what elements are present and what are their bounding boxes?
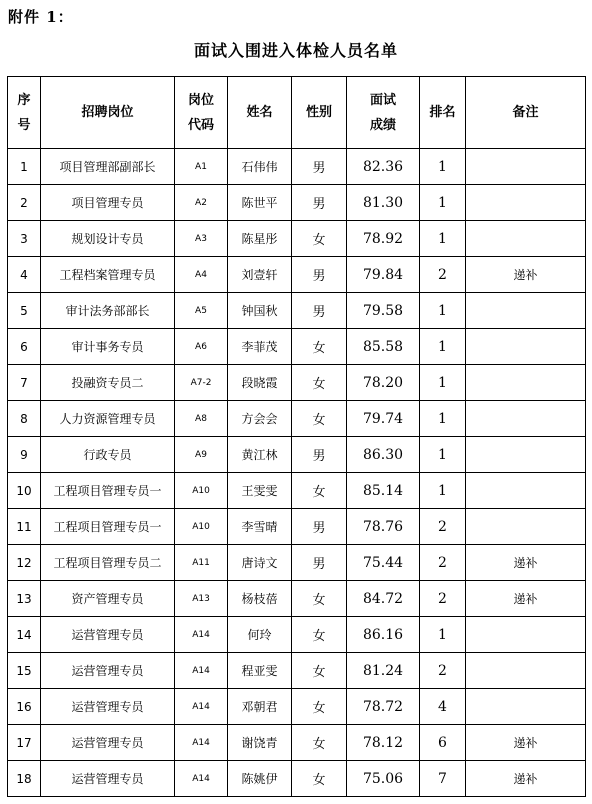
cell-rank: 2 bbox=[420, 257, 466, 293]
cell-position: 工程档案管理专员 bbox=[41, 257, 175, 293]
cell-note bbox=[466, 437, 586, 473]
cell-gender: 女 bbox=[292, 401, 347, 437]
table-row bbox=[8, 617, 586, 653]
cell-code: A8 bbox=[175, 401, 228, 437]
cell-code: A10 bbox=[175, 473, 228, 509]
cell-gender: 女 bbox=[292, 689, 347, 725]
cell-note: 递补 bbox=[466, 725, 586, 761]
roster-table bbox=[7, 76, 586, 797]
cell-position: 规划设计专员 bbox=[41, 221, 175, 257]
cell-note bbox=[466, 473, 586, 509]
header-name: 姓名 bbox=[228, 77, 292, 149]
cell-note bbox=[466, 401, 586, 437]
cell-no: 15 bbox=[8, 653, 41, 689]
cell-code: A6 bbox=[175, 329, 228, 365]
table-row bbox=[8, 509, 586, 545]
cell-name: 杨枝蓓 bbox=[228, 581, 292, 617]
cell-gender: 女 bbox=[292, 329, 347, 365]
cell-name: 谢饶青 bbox=[228, 725, 292, 761]
cell-name: 陈姚伊 bbox=[228, 761, 292, 797]
header-note: 备注 bbox=[466, 77, 586, 149]
cell-no: 3 bbox=[8, 221, 41, 257]
cell-rank: 4 bbox=[420, 689, 466, 725]
cell-no: 9 bbox=[8, 437, 41, 473]
cell-gender: 女 bbox=[292, 365, 347, 401]
cell-position: 运营管理专员 bbox=[41, 689, 175, 725]
header-code-line-1: 岗位 bbox=[187, 92, 214, 108]
cell-score: 75.06 bbox=[347, 761, 420, 797]
table-row bbox=[8, 221, 586, 257]
cell-position: 人力资源管理专员 bbox=[41, 401, 175, 437]
cell-no: 16 bbox=[8, 689, 41, 725]
cell-score: 78.20 bbox=[347, 365, 420, 401]
cell-name: 刘壹轩 bbox=[228, 257, 292, 293]
header-code bbox=[175, 77, 228, 149]
cell-note bbox=[466, 329, 586, 365]
cell-note bbox=[466, 689, 586, 725]
cell-position: 资产管理专员 bbox=[41, 581, 175, 617]
cell-no: 6 bbox=[8, 329, 41, 365]
cell-score: 78.72 bbox=[347, 689, 420, 725]
cell-score: 85.14 bbox=[347, 473, 420, 509]
cell-code: A14 bbox=[175, 689, 228, 725]
header-rank: 排名 bbox=[420, 77, 466, 149]
cell-position: 审计事务专员 bbox=[41, 329, 175, 365]
cell-position: 工程项目管理专员二 bbox=[41, 545, 175, 581]
cell-gender: 男 bbox=[292, 257, 347, 293]
table-row bbox=[8, 761, 586, 797]
cell-note bbox=[466, 149, 586, 185]
cell-name: 何玲 bbox=[228, 617, 292, 653]
cell-code: A13 bbox=[175, 581, 228, 617]
table-row bbox=[8, 545, 586, 581]
cell-code: A14 bbox=[175, 617, 228, 653]
cell-name: 黄江林 bbox=[228, 437, 292, 473]
cell-score: 79.58 bbox=[347, 293, 420, 329]
cell-no: 2 bbox=[8, 185, 41, 221]
cell-code: A7-2 bbox=[175, 365, 228, 401]
cell-note: 递补 bbox=[466, 545, 586, 581]
cell-note: 递补 bbox=[466, 761, 586, 797]
cell-score: 86.30 bbox=[347, 437, 420, 473]
cell-name: 邓朝君 bbox=[228, 689, 292, 725]
cell-rank: 1 bbox=[420, 365, 466, 401]
cell-note bbox=[466, 617, 586, 653]
cell-note bbox=[466, 293, 586, 329]
cell-rank: 6 bbox=[420, 725, 466, 761]
cell-no: 8 bbox=[8, 401, 41, 437]
cell-rank: 2 bbox=[420, 653, 466, 689]
cell-rank: 1 bbox=[420, 437, 466, 473]
document-title: 面试入围进入体检人员名单 bbox=[193, 41, 398, 60]
cell-code: A14 bbox=[175, 761, 228, 797]
header-score bbox=[347, 77, 420, 149]
table-body bbox=[8, 149, 586, 797]
header-score-line-1: 面试 bbox=[369, 92, 396, 108]
cell-gender: 女 bbox=[292, 761, 347, 797]
cell-score: 78.92 bbox=[347, 221, 420, 257]
cell-name: 石伟伟 bbox=[228, 149, 292, 185]
table-row bbox=[8, 149, 586, 185]
cell-code: A11 bbox=[175, 545, 228, 581]
cell-code: A4 bbox=[175, 257, 228, 293]
cell-gender: 女 bbox=[292, 221, 347, 257]
cell-score: 85.58 bbox=[347, 329, 420, 365]
cell-rank: 1 bbox=[420, 221, 466, 257]
cell-no: 7 bbox=[8, 365, 41, 401]
header-no-line-1: 序 bbox=[17, 92, 31, 108]
cell-position: 运营管理专员 bbox=[41, 653, 175, 689]
cell-gender: 男 bbox=[292, 545, 347, 581]
cell-name: 段晓霞 bbox=[228, 365, 292, 401]
cell-score: 78.12 bbox=[347, 725, 420, 761]
cell-score: 86.16 bbox=[347, 617, 420, 653]
cell-score: 75.44 bbox=[347, 545, 420, 581]
cell-gender: 女 bbox=[292, 473, 347, 509]
cell-position: 运营管理专员 bbox=[41, 725, 175, 761]
table-row bbox=[8, 329, 586, 365]
cell-position: 投融资专员二 bbox=[41, 365, 175, 401]
cell-note bbox=[466, 185, 586, 221]
header-no bbox=[8, 77, 41, 149]
cell-rank: 1 bbox=[420, 473, 466, 509]
cell-gender: 男 bbox=[292, 437, 347, 473]
table-row bbox=[8, 689, 586, 725]
cell-gender: 男 bbox=[292, 293, 347, 329]
cell-gender: 女 bbox=[292, 581, 347, 617]
cell-name: 程亚雯 bbox=[228, 653, 292, 689]
cell-no: 5 bbox=[8, 293, 41, 329]
cell-position: 项目管理部副部长 bbox=[41, 149, 175, 185]
header-gender: 性别 bbox=[292, 77, 347, 149]
cell-note: 递补 bbox=[466, 257, 586, 293]
cell-no: 13 bbox=[8, 581, 41, 617]
cell-code: A10 bbox=[175, 509, 228, 545]
cell-note bbox=[466, 221, 586, 257]
cell-note bbox=[466, 509, 586, 545]
cell-score: 84.72 bbox=[347, 581, 420, 617]
cell-name: 唐诗文 bbox=[228, 545, 292, 581]
header-code-line-2: 代码 bbox=[187, 117, 214, 133]
cell-rank: 1 bbox=[420, 401, 466, 437]
cell-score: 81.24 bbox=[347, 653, 420, 689]
cell-code: A14 bbox=[175, 725, 228, 761]
cell-score: 81.30 bbox=[347, 185, 420, 221]
cell-note bbox=[466, 365, 586, 401]
cell-no: 14 bbox=[8, 617, 41, 653]
cell-rank: 1 bbox=[420, 185, 466, 221]
cell-code: A2 bbox=[175, 185, 228, 221]
header-no-line-2: 号 bbox=[17, 117, 31, 133]
cell-name: 王雯雯 bbox=[228, 473, 292, 509]
cell-rank: 1 bbox=[420, 329, 466, 365]
cell-gender: 男 bbox=[292, 509, 347, 545]
table-row bbox=[8, 653, 586, 689]
cell-no: 4 bbox=[8, 257, 41, 293]
cell-position: 项目管理专员 bbox=[41, 185, 175, 221]
cell-no: 11 bbox=[8, 509, 41, 545]
cell-gender: 男 bbox=[292, 185, 347, 221]
table-row bbox=[8, 365, 586, 401]
table-row bbox=[8, 401, 586, 437]
cell-score: 78.76 bbox=[347, 509, 420, 545]
cell-name: 李菲茂 bbox=[228, 329, 292, 365]
table-row bbox=[8, 437, 586, 473]
cell-note: 递补 bbox=[466, 581, 586, 617]
cell-name: 陈星彤 bbox=[228, 221, 292, 257]
table-row bbox=[8, 725, 586, 761]
cell-position: 运营管理专员 bbox=[41, 761, 175, 797]
attachment-label: 附件 1： bbox=[8, 8, 74, 26]
cell-code: A1 bbox=[175, 149, 228, 185]
cell-code: A9 bbox=[175, 437, 228, 473]
cell-rank: 2 bbox=[420, 581, 466, 617]
cell-name: 李雪晴 bbox=[228, 509, 292, 545]
cell-no: 17 bbox=[8, 725, 41, 761]
cell-rank: 7 bbox=[420, 761, 466, 797]
cell-gender: 女 bbox=[292, 653, 347, 689]
cell-position: 工程项目管理专员一 bbox=[41, 473, 175, 509]
cell-position: 运营管理专员 bbox=[41, 617, 175, 653]
cell-note bbox=[466, 653, 586, 689]
cell-rank: 1 bbox=[420, 149, 466, 185]
table-row bbox=[8, 473, 586, 509]
table-header bbox=[8, 77, 586, 149]
cell-rank: 2 bbox=[420, 545, 466, 581]
cell-position: 行政专员 bbox=[41, 437, 175, 473]
cell-rank: 1 bbox=[420, 617, 466, 653]
cell-name: 陈世平 bbox=[228, 185, 292, 221]
cell-no: 1 bbox=[8, 149, 41, 185]
header-score-line-2: 成绩 bbox=[369, 117, 396, 133]
cell-name: 方会会 bbox=[228, 401, 292, 437]
header-row bbox=[8, 77, 586, 149]
cell-gender: 男 bbox=[292, 149, 347, 185]
cell-code: A5 bbox=[175, 293, 228, 329]
cell-gender: 女 bbox=[292, 617, 347, 653]
cell-code: A14 bbox=[175, 653, 228, 689]
cell-no: 18 bbox=[8, 761, 41, 797]
cell-gender: 女 bbox=[292, 725, 347, 761]
cell-score: 82.36 bbox=[347, 149, 420, 185]
cell-position: 工程项目管理专员一 bbox=[41, 509, 175, 545]
table-row bbox=[8, 257, 586, 293]
cell-code: A3 bbox=[175, 221, 228, 257]
cell-no: 12 bbox=[8, 545, 41, 581]
cell-name: 钟国秋 bbox=[228, 293, 292, 329]
cell-no: 10 bbox=[8, 473, 41, 509]
cell-score: 79.84 bbox=[347, 257, 420, 293]
cell-score: 79.74 bbox=[347, 401, 420, 437]
cell-rank: 1 bbox=[420, 293, 466, 329]
table-row bbox=[8, 293, 586, 329]
header-position: 招聘岗位 bbox=[41, 77, 175, 149]
table-row bbox=[8, 581, 586, 617]
table-row bbox=[8, 185, 586, 221]
cell-position: 审计法务部部长 bbox=[41, 293, 175, 329]
cell-rank: 2 bbox=[420, 509, 466, 545]
